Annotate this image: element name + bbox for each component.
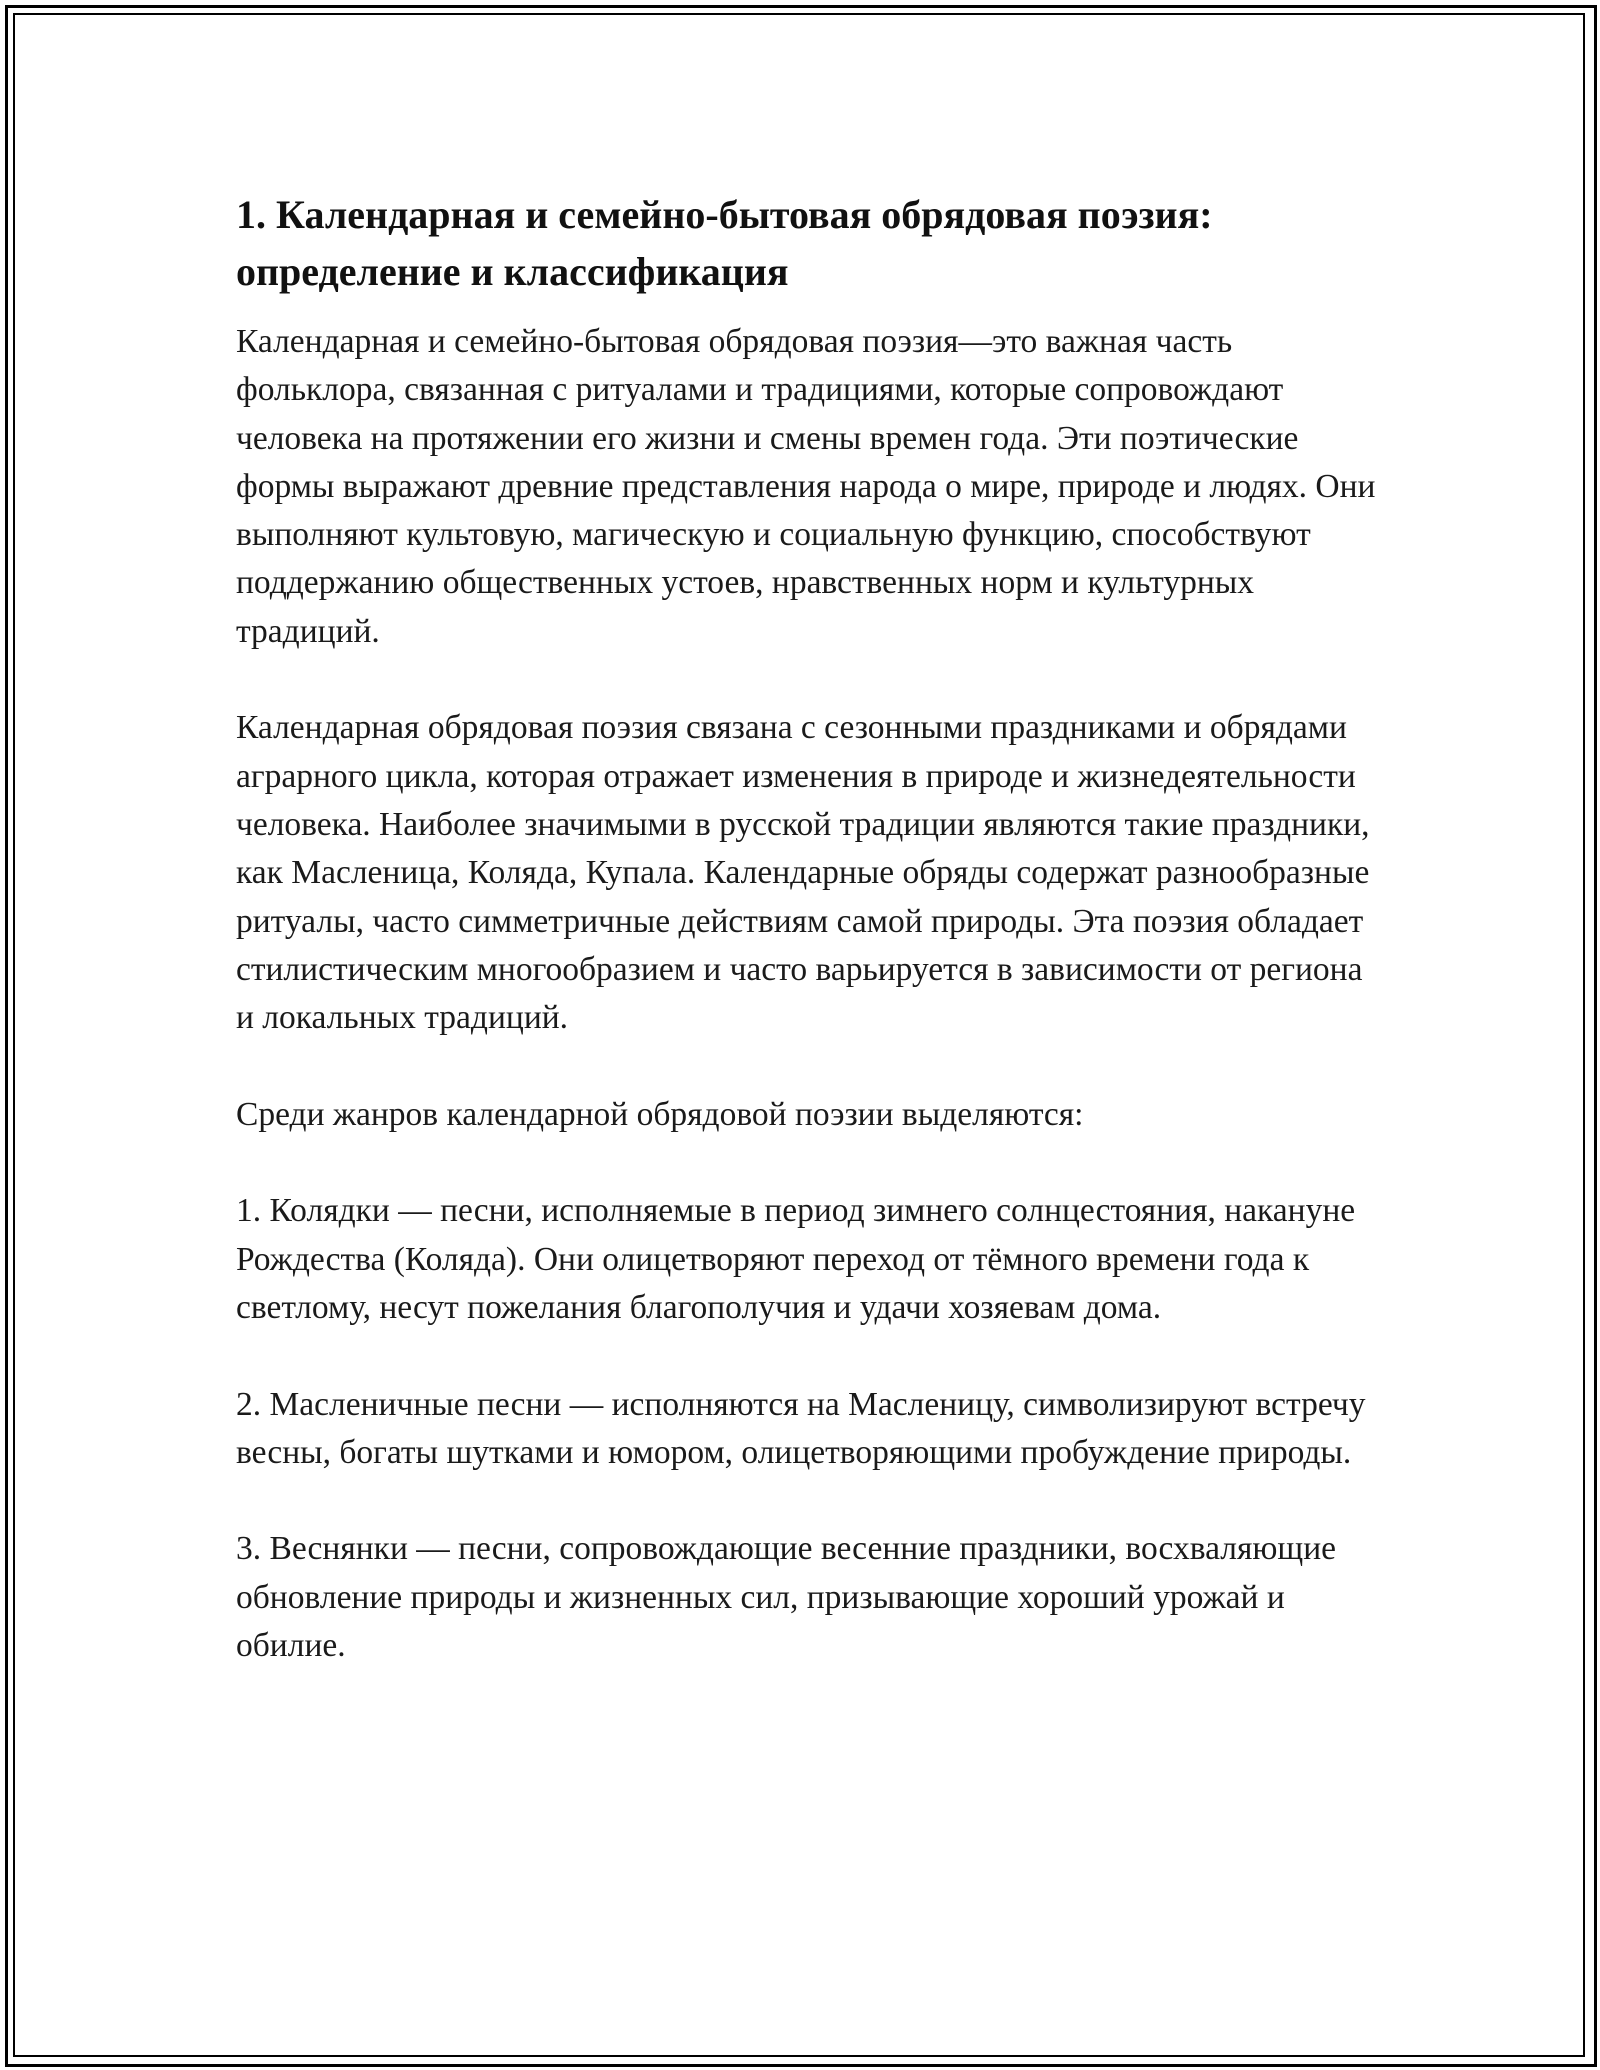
list-item-maslenichnye-pesni: 2. Масленичные песни — исполняются на Масленицу, символизируют встречу весны, богаты шутками и юмором, олицетворяющими пробуждение природы. [236,1385,1366,1471]
list-item-vesnianki: 3. Веснянки — песни, сопровождающие весенние праздники, восхваляющие обновление природы и жизненных сил, призывающие хороший урожай и обилие. [236,1530,1337,1665]
list-item-koliadki: 1. Колядки — песни, исполняемые в период зимнего солнцестояния, накануне Рождества (Коляда). Они олицетворяют переход от тёмного времени года к светлому, несут пожелания благополучия и удачи хозяевам дома. [236,1192,1356,1326]
paragraph-calendar-poetry: Календарная обрядовая поэзия связана с сезонными праздниками и обрядами аграрного цикла, которая отражает изменения в природе и жизнедеятельности человека. Наиболее значимыми в русской традиции являются такие праздники, как Масленица, Коляда, Купала. Календарные обряды содержат разнообразные ритуалы, часто симметричные действиям самой природы. Эта поэзия обладает стилистическим многообразием и часто варьируется в зависимости от региона и локальных традиций. [236,709,1370,1037]
paragraph-intro: Календарная и семейно-бытовая обрядовая поэзия—это важная часть фольклора, связанная с ритуалами и традициями, которые сопровождают человека на протяжении его жизни и смены времен года. Эти поэтические формы выражают древние представления народа о мире, природе и людях. Они выполняют культовую, магическую и социальную функцию, способствуют поддержанию общественных устоев, нравственных норм и культурных традиций. [236,323,1376,650]
document-body [236,186,1386,1719]
paragraph-genres-intro: Среди жанров календарной обрядовой поэзии выделяются: [236,1095,1084,1133]
section-heading: 1. Календарная и семейно-бытовая обрядовая поэзия: определение и классификация [236,192,1213,294]
